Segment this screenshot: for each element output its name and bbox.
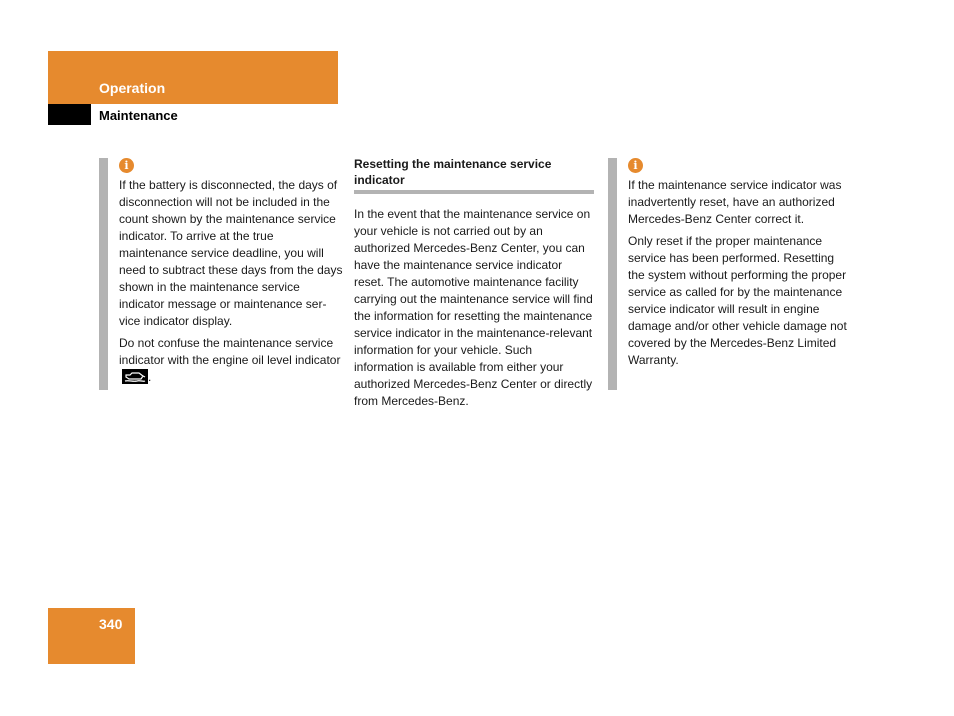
info-icon: i [628,158,643,173]
info-note-reset [608,158,853,390]
note-paragraph-oil [119,335,344,386]
chapter-title: Operation [99,80,166,96]
note-paragraph-text: Do not confuse the maintenance service indicator with the engine oil level indicator [119,336,341,367]
reset-section [354,156,594,415]
note-paragraph: Only reset if the proper maintenance service has been performed. Resetting the system without performing the proper service as called for by the maintenance service indicator will result in engine damage and/or other vehicle damage not covered by the Mercedes-Benz Limited Warranty. [628,234,847,367]
note-paragraph: If the maintenance service indicator was inadvertently reset, have an authorized Mercedes-Benz Center correct it. [628,178,842,226]
oil-level-icon [122,369,148,384]
reset-heading: Resetting the maintenance service indicator [354,156,594,194]
header-bar [48,51,338,104]
section-title: Maintenance [99,108,178,123]
info-icon: i [119,158,134,173]
trailing-period: . [148,370,152,384]
info-note-battery [99,158,344,390]
page-number: 340 [99,616,123,632]
note-paragraph: If the battery is disconnected, the days of disconnection will not be included in the count shown by the maintenance service indicator. To arrive at the true maintenance service deadline, you will need to subtract these days from the days shown in the maintenance service indicator message or maintenance ser-vice indicator display. [119,178,343,328]
section-marker [48,104,91,125]
reset-body: In the event that the maintenance service on your vehicle is not carried out by an authorized Mercedes-Benz Center, you can have the maintenance service indicator reset. The automotive maintenance facility carrying out the maintenance service will find the information for resetting the maintenance service indicator in the maintenance-relevant information for your vehicle. Such information is available from either your authorized Mercedes-Benz Center or directly from Mercedes-Benz. [354,207,593,408]
